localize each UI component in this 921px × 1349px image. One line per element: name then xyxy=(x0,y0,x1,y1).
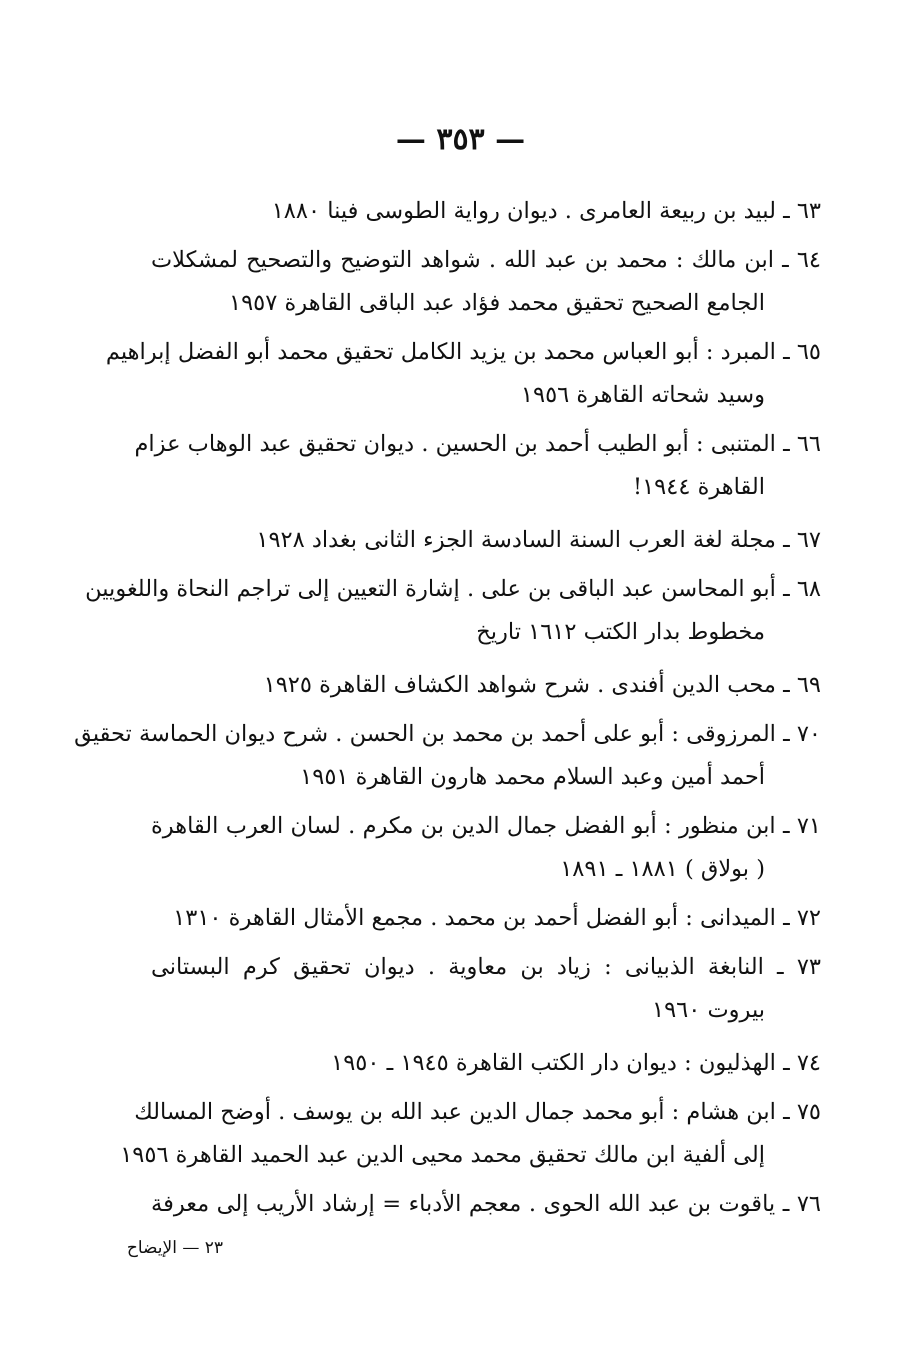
bibliography-entry xyxy=(105,331,821,417)
entry-line: ٧٢ ـ الميدانى : أبو الفضل أحمد بن محمد . مجمع الأمثال القاهرة ١٣١٠ xyxy=(173,905,821,931)
bibliography-entry xyxy=(151,519,821,562)
entry-line: ٦٩ ـ محب الدين أفندى . شرح شواهد الكشاف القاهرة ١٩٢٥ xyxy=(263,672,821,698)
bibliography-entry xyxy=(134,423,821,509)
entry-line: أحمد أمين وعبد السلام محمد هارون القاهرة ١٩٥١ xyxy=(300,764,765,790)
entry-line: الجامع الصحيح تحقيق محمد فؤاد عبد الباقى القاهرة ١٩٥٧ xyxy=(229,290,765,316)
bibliography-entry xyxy=(151,946,821,1032)
entry-line: ٧١ ـ ابن منظور : أبو الفضل جمال الدين بن مكرم . لسان العرب القاهرة xyxy=(151,813,821,839)
entry-line: ٦٤ ـ ابن مالك : محمد بن عبد الله . شواهد التوضيح والتصحيح لمشكلات xyxy=(151,247,821,273)
bibliography-entry xyxy=(151,190,821,233)
bibliography-entry xyxy=(85,568,821,654)
bibliography-list xyxy=(74,190,821,1232)
entry-line: ٧٥ ـ ابن هشام : أبو محمد جمال الدين عبد الله بن يوسف . أوضح المسالك xyxy=(134,1099,821,1125)
entry-line: ٦٥ ـ المبرد : أبو العباس محمد بن يزيد الكامل تحقيق محمد أبو الفضل إبراهيم xyxy=(105,339,821,365)
bibliography-entry xyxy=(151,239,821,325)
bibliography-entry xyxy=(151,1183,821,1226)
entry-line: ٦٧ ـ مجلة لغة العرب السنة السادسة الجزء الثانى بغداد ١٩٢٨ xyxy=(256,527,821,553)
entry-line: القاهرة ١٩٤٤! xyxy=(633,474,765,500)
entry-line: ( بولاق ) ١٨٨١ ـ ١٨٩١ xyxy=(560,856,765,882)
entry-line: إلى ألفية ابن مالك تحقيق محمد محيى الدين عبد الحميد القاهرة ١٩٥٦ xyxy=(120,1142,765,1168)
entry-line: ٧٤ ـ الهذليون : ديوان دار الكتب القاهرة ١٩٤٥ ـ ١٩٥٠ xyxy=(331,1050,821,1076)
bibliography-entry xyxy=(151,664,821,707)
entry-line: بيروت ١٩٦٠ xyxy=(651,997,765,1023)
bibliography-entry xyxy=(151,897,821,940)
page-number: — ٣٥٣ — xyxy=(395,122,526,157)
entry-line: ٦٦ ـ المتنبى : أبو الطيب أحمد بن الحسين . ديوان تحقيق عبد الوهاب عزام xyxy=(134,431,821,457)
bibliography-entry xyxy=(151,1042,821,1085)
signature-mark: ٢٣ — الإيضاح xyxy=(126,1238,223,1258)
entry-line: مخطوط بدار الكتب ١٦١٢ تاريخ xyxy=(476,619,765,645)
entry-line: ٧٣ ـ النابغة الذبيانى : زياد بن معاوية . ديوان تحقيق كرم البستانى xyxy=(151,954,821,980)
entry-line: ٧٦ ـ ياقوت بن عبد الله الحوى . معجم الأدباء = إرشاد الأريب إلى معرفة xyxy=(151,1191,821,1217)
bibliography-entry xyxy=(151,805,821,891)
bibliography-entry xyxy=(120,1091,821,1177)
entry-line: ٧٠ ـ المرزوقى : أبو على أحمد بن محمد بن الحسن . شرح ديوان الحماسة تحقيق xyxy=(74,721,821,747)
entry-line: وسيد شحاته القاهرة ١٩٥٦ xyxy=(520,382,765,408)
bibliography-entry xyxy=(74,713,821,799)
entry-line: ٦٨ ـ أبو المحاسن عبد الباقى بن على . إشارة التعيين إلى تراجم النحاة واللغويين xyxy=(85,576,821,602)
entry-line: ٦٣ ـ لبيد بن ربيعة العامرى . ديوان رواية الطوسى فينا ١٨٨٠ xyxy=(271,198,821,224)
